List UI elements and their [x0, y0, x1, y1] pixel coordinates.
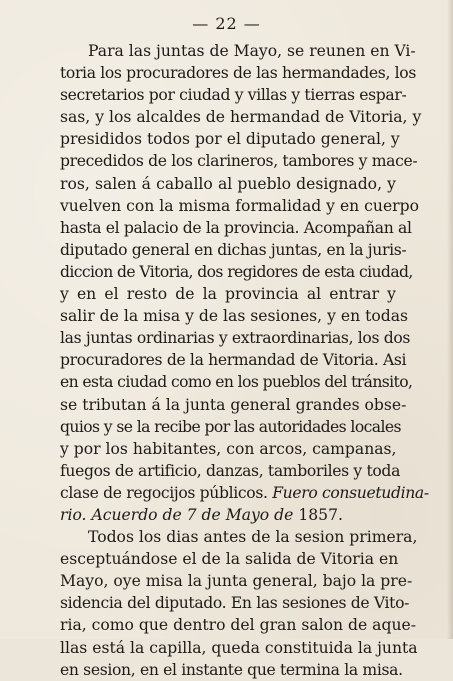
- text-line: esceptuándose el de la salida de Vitoria en: [60, 550, 399, 569]
- text-line: en sesion, en el instante que termina la misa.: [60, 660, 403, 679]
- text-line: diccion de Vitoria, dos regidores de esta ciudad,: [60, 262, 413, 281]
- text-line: Mayo, oye misa la junta general, bajo la pre-: [60, 572, 413, 591]
- page-edge-shadow: [447, 0, 453, 639]
- text-line: [60, 482, 429, 504]
- citation-text: rio. Acuerdo de 7 de Mayo de: [60, 505, 294, 524]
- text-line: ria, como que dentro del gran salon de aque-: [60, 616, 416, 635]
- text-line: secretarios por ciudad y villas y tierras espar-: [60, 86, 407, 105]
- text-line: toria los procuradores de las hermandades, los: [60, 64, 416, 83]
- text-line: llas está la capilla, queda constituida la junta: [60, 638, 418, 657]
- text-line: y por los habitantes, con arcos, campanas,: [60, 439, 397, 458]
- text-line: Para las juntas de Mayo, se reunen en Vi-: [88, 42, 416, 60]
- text-line: se tributan á la junta general grandes obse-: [60, 395, 407, 414]
- text-line: en esta ciudad como en los pueblos del tránsito,: [60, 373, 413, 392]
- text-line: las juntas ordinarias y extraordinarias, los dos: [60, 329, 411, 348]
- text-line: hasta el palacio de la provincia. Acompañan al: [60, 218, 412, 237]
- text-line: sidencia del diputado. En las sesiones de Vito-: [60, 594, 410, 613]
- text-line: [60, 504, 396, 526]
- text-line: quios y se la recibe por las autoridades locales: [60, 417, 401, 436]
- text-line: vuelven con la misma formalidad y en cuerpo: [60, 196, 419, 215]
- text-line: sas, y los alcaldes de hermandad de Vitoria, y: [60, 108, 422, 127]
- text-fragment: clase de regocijos públicos.: [60, 483, 268, 502]
- text-line: fuegos de artificio, danzas, tamboriles y toda: [60, 461, 401, 480]
- text-line: diputado general en dichas juntas, en la juris-: [60, 240, 407, 259]
- text-line: y en el resto de la provincia al entrar y: [60, 285, 396, 304]
- text-line: salir de la misa y de las sesiones, y en todas: [60, 307, 409, 326]
- text-line: procuradores de la hermandad de Vitoria. Asi: [60, 351, 407, 370]
- paragraph-2: [60, 526, 418, 681]
- text-line: precedidos de los clarineros, tambores y mace-: [60, 152, 418, 171]
- text-line: presididos todos por el diputado general, y: [60, 130, 400, 149]
- citation-year: 1857.: [298, 505, 343, 524]
- page-number: — 22 —: [192, 14, 261, 33]
- text-line: Todos los dias antes de la sesion primera,: [88, 528, 418, 547]
- body-text: [60, 40, 429, 681]
- citation-text: Fuero consuetudina-: [272, 483, 429, 502]
- paragraph-1: [60, 40, 429, 526]
- text-line: ros, salen á caballo al pueblo designado, y: [60, 174, 396, 193]
